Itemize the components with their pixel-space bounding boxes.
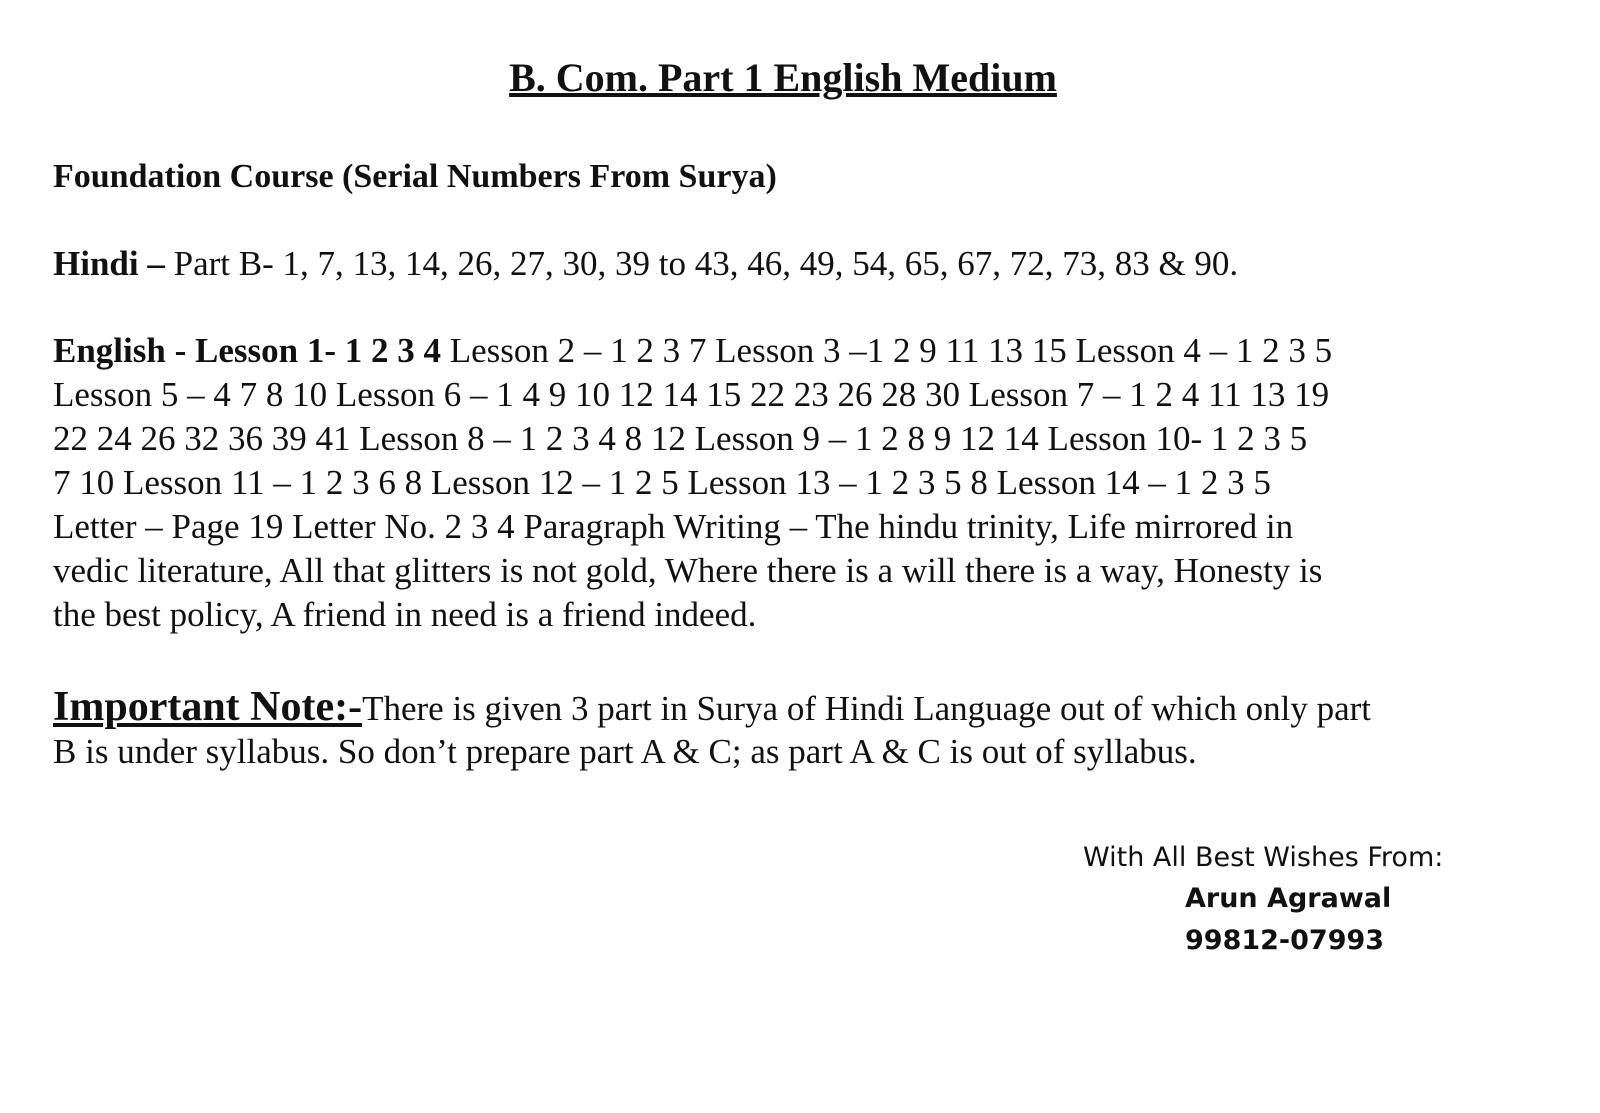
english-line-6: vedic literature, All that glitters is not gold, Where there is a will there is a way, Honesty is [53,551,1323,590]
hindi-line [53,241,1238,286]
note-line-1 [53,683,1371,733]
english-line-3: 22 24 26 32 36 39 41 Lesson 8 – 1 2 3 4 8 12 Lesson 9 – 1 2 8 9 12 14 Lesson 10- 1 2 3 5 [53,419,1308,458]
english-line-5: Letter – Page 19 Letter No. 2 3 4 Paragraph Writing – The hindu trinity, Life mirrored in [53,507,1294,546]
important-note-label: Important Note:- [53,684,363,730]
greeting-text: With All Best Wishes From: [1083,842,1444,873]
note-text-1: There is given 3 part in Surya of Hindi Language out of which only part [362,689,1372,728]
signature-block [1083,838,1443,962]
note-line-2: B is under syllabus. So don’t prepare part A & C; as part A & C is out of syllabus. [53,732,1197,771]
english-line-1 [53,328,1332,373]
english-line-2: Lesson 5 – 4 7 8 10 Lesson 6 – 1 4 9 10 12 14 15 22 23 26 28 30 Lesson 7 – 1 2 4 11 13 19 [53,375,1330,414]
english-text-1: Lesson 2 – 1 2 3 7 Lesson 3 –1 2 9 11 13 15 Lesson 4 – 1 2 3 5 [441,331,1333,370]
author-name: Arun Agrawal [1185,883,1392,914]
page-title: B. Com. Part 1 English Medium [509,55,1057,100]
english-label: English - Lesson 1- 1 2 3 4 [53,331,441,370]
section-heading: Foundation Course (Serial Numbers From Surya) [53,158,777,195]
english-line-4: 7 10 Lesson 11 – 1 2 3 6 8 Lesson 12 – 1 2 5 Lesson 13 – 1 2 3 5 8 Lesson 14 – 1 2 3 5 [53,463,1271,502]
phone-number: 99812-07993 [1185,925,1385,956]
hindi-label: Hindi – [53,244,165,283]
hindi-text: Part B- 1, 7, 13, 14, 26, 27, 30, 39 to 43, 46, 49, 54, 65, 67, 72, 73, 83 & 90. [164,244,1239,283]
english-line-7: the best policy, A friend in need is a friend indeed. [53,595,757,634]
